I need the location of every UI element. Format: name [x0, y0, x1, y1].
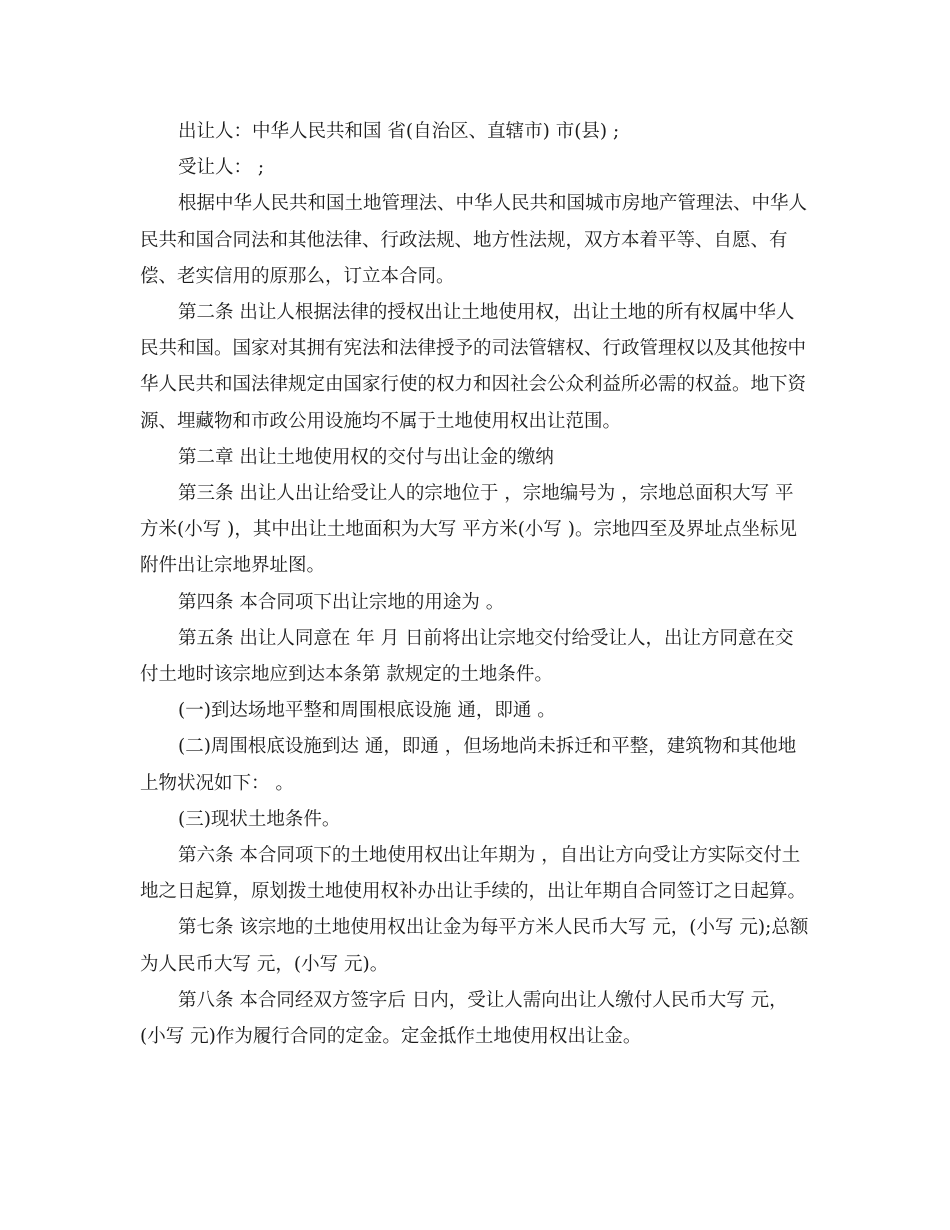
- document-body: [140, 114, 810, 1055]
- chapter-2-heading: 第二章 出让土地使用权的交付与出让金的缴纳: [178, 446, 554, 468]
- article-4-paragraph: 第四条 本合同项下出让宗地的用途为 。: [178, 591, 505, 613]
- article-8-paragraph: 第八条 本合同经双方签字后 日内，受让人需向出让人缴付人民币大写 元，(小写 元)作为履行合同的定金。定金抵作土地使用权出让金。: [140, 989, 788, 1048]
- condition-1-paragraph: (一)到达场地平整和周围根底设施 通，即通 。: [178, 700, 556, 722]
- article-7-paragraph: 第七条 该宗地的土地使用权出让金为每平方米人民币大写 元，(小写 元);总额为人民币大写 元，(小写 元)。: [140, 917, 809, 975]
- article-2-paragraph: 第二条 出让人根据法律的授权出让土地使用权，出让土地的所有权属中华人民共和国。国家对其拥有宪法和法律授予的司法管辖权、行政管理权以及其他按中华人民共和国法律规定由国家行使的权力和因社会公众利益所必需的权益。地下资源、埋藏物和市政公用设施均不属于土地使用权出让范围。: [140, 302, 807, 432]
- condition-3-paragraph: (三)现状土地条件。: [178, 808, 341, 830]
- preamble-paragraph: 根据中华人民共和国土地管理法、中华人民共和国城市房地产管理法、中华人民共和国合同法和其他法律、行政法规、地方性法规，双方本着平等、自愿、有偿、老实信用的原那么，订立本合同。: [140, 193, 808, 287]
- grantee-line: 受让人： ;: [178, 157, 265, 179]
- article-6-paragraph: 第六条 本合同项下的土地使用权出让年期为 ，自出让方向受让方实际交付土地之日起算，原划拨土地使用权补办出让手续的，出让年期自合同签订之日起算。: [140, 845, 807, 903]
- condition-2-paragraph: (二)周围根底设施到达 通，即通 ，但场地尚未拆迁和平整，建筑物和其他地上物状况如下： 。: [140, 736, 797, 794]
- grantor-line: 出让人：中华人民共和国 省(自治区、直辖市) 市(县) ;: [178, 121, 620, 142]
- article-3-paragraph: 第三条 出让人出让给受让人的宗地位于 ，宗地编号为 ，宗地总面积大写 平方米(小写 )，其中出让土地面积为大写 平方米(小写 )。宗地四至及界址点坐标见附件出让宗地界址图。: [140, 483, 798, 577]
- article-5-paragraph: 第五条 出让人同意在 年 月 日前将出让宗地交付给受让人，出让方同意在交付土地时该宗地应到达本条第 款规定的土地条件。: [140, 627, 794, 686]
